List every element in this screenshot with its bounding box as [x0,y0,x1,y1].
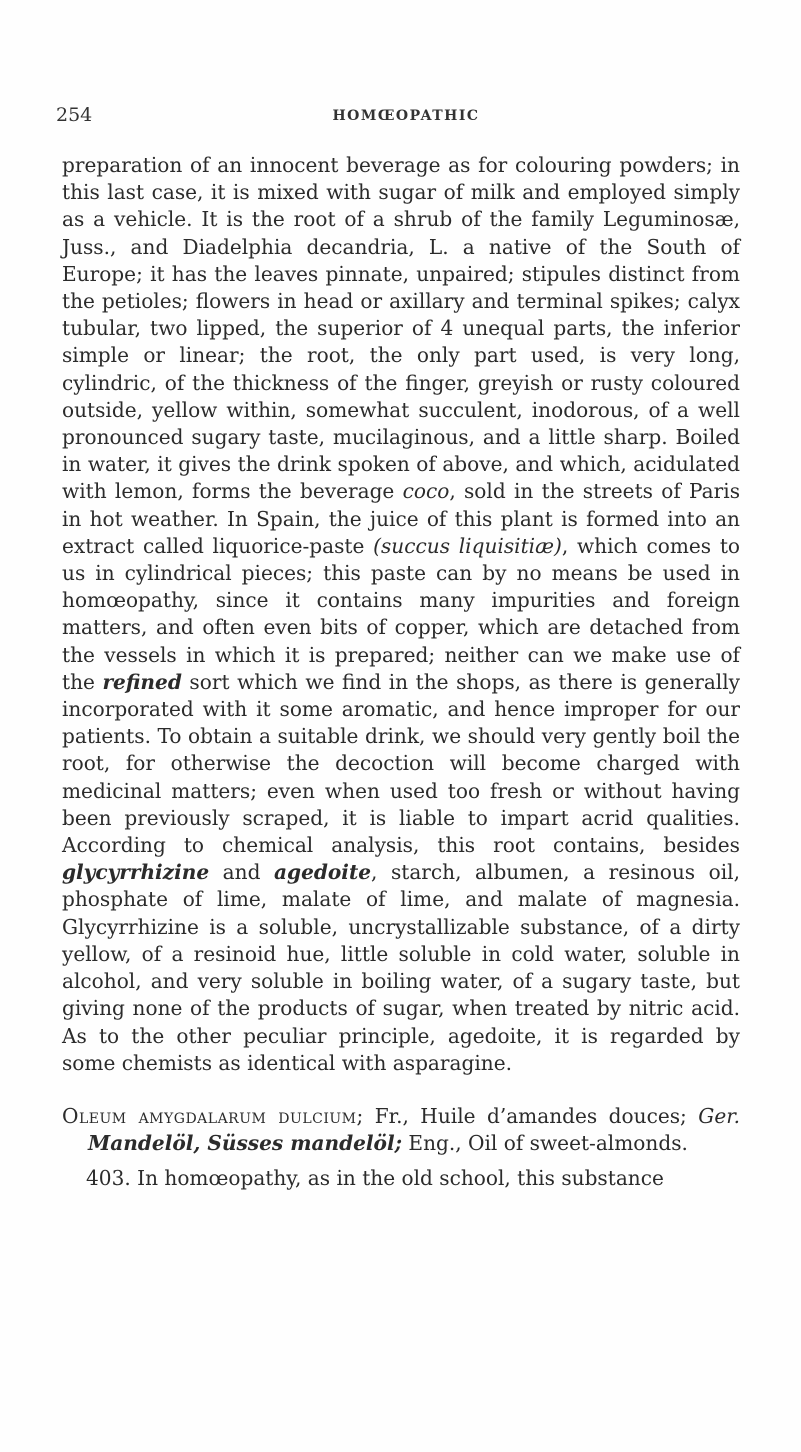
text-run: , which comes to us in cylindrical pieces; this paste can by no means be used in homœopathy, since it contains many impurities and foreign matters, and often even bits of copper, which are detached from the vessels in which it is prepared; neither can we make use of the [62,533,740,694]
text-run: Eng., Oil of sweet-almonds. [402,1131,688,1156]
text-run: and [209,860,274,885]
term-mandelol: Mandelöl, Süsses mandelöl; [88,1131,403,1156]
paragraph-liquorice [62,152,740,1077]
text-run: preparation of an innocent beverage as for colouring powders; in this last case, it is mixed with sugar of milk and employed simply as a vehicle. It is the root of a shrub of the family Leguminosæ, Juss., and Diadelphia decandria, L. a native of the South of Europe; it has the leaves pinnate, unpaired; stipules distinct from the petioles; flowers in head or axillary and terminal spikes; calyx tubular, two lipped, the superior of 4 unequal parts, the inferior simple or linear; the root, the only part used, is very long, cylindric, of the thickness of the finger, greyish or rusty coloured outside, yellow within, somewhat succulent, inodorous, of a well pronounced sugary taste, mucilaginous, and a little sharp. Boiled in water, it gives the drink spoken of above, and which, acidulated with lemon, forms the beverage [62,153,740,504]
paragraph-403: 403. In homœopathy, as in the old school, this substance [86,1166,664,1191]
running-title: HOMŒOPATHIC [332,108,480,124]
paragraph-oleum [62,1103,740,1157]
term-glycyrrhizine: glycyrrhizine [62,860,210,885]
text-run: , sold in the streets of Paris in hot weather. In Spain, the juice of this plant is formed into an extract called liquorice-paste [62,479,741,558]
term-refined: refined [102,669,182,694]
term-german-label: Ger. [698,1103,740,1128]
page-body [62,152,740,1193]
term-coco: coco [402,479,450,504]
page-header [56,104,756,130]
text-run: ; Fr., Huile d’amandes douces; [356,1103,699,1128]
text-run: sort which we find in the shops, as there is generally incorporated with it some aromatic, and hence improper for our patients. To obtain a suitable drink, we should very gently boil the root, for otherwise the decoction will become charged with medicinal matters; even when used too fresh or without having been previously scraped, it is liable to impart acrid qualities. According to chemical analysis, this root contains, besides [62,669,741,858]
entry-heading: Oleum amygdalarum dulcium [62,1103,357,1128]
term-agedoite: agedoite [274,860,372,885]
term-succus: (succus liquisitiæ) [373,533,562,558]
text-run: , starch, albumen, a resinous oil, phosphate of lime, malate of lime, and malate of magnesia. Glycyrrhizine is a soluble, uncrystallizable substance, of a dirty yellow, of a resinoid hue, little soluble in cold water, soluble in alcohol, and very soluble in boiling water, of a sugary taste, but giving none of the products of sugar, when treated by nitric acid. As to the other peculiar principle, agedoite, it is regarded by some chemists as identical with asparagine. [62,860,740,1075]
page-number: 254 [56,104,93,126]
